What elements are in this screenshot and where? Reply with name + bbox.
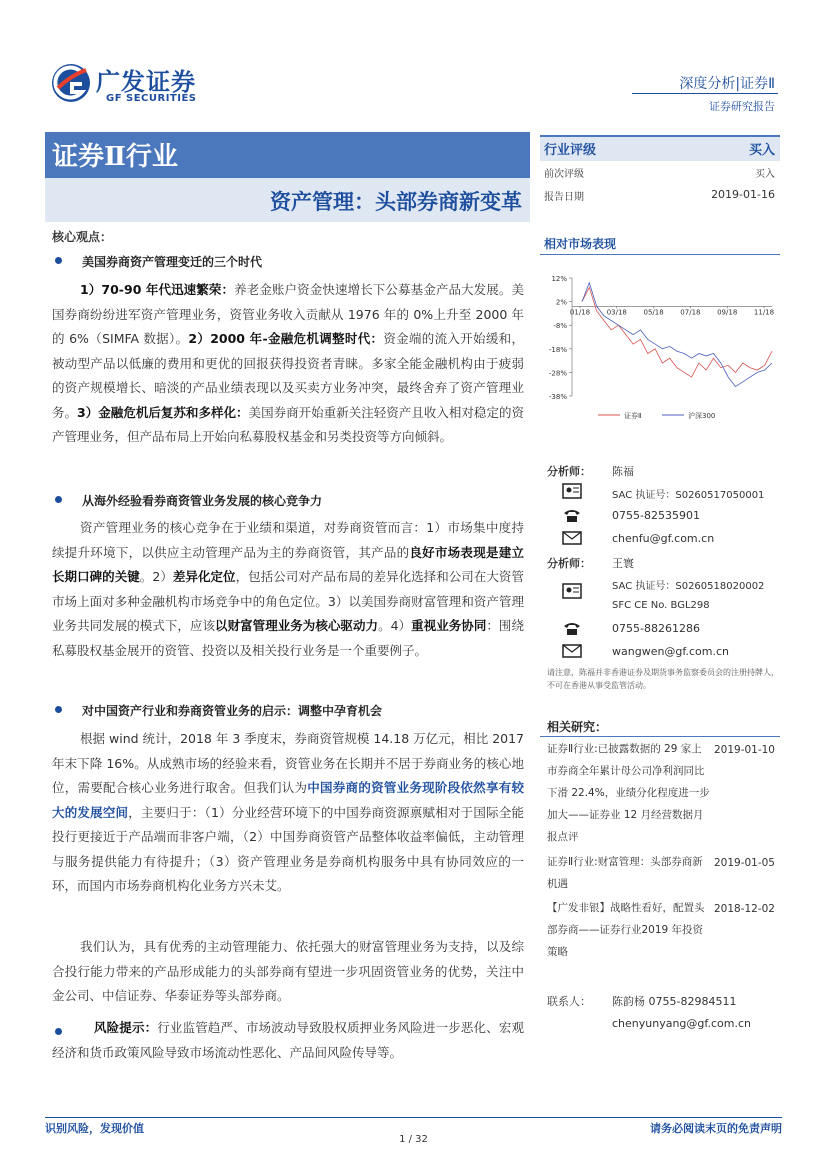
bullet-icon: [55, 496, 62, 503]
analyst2-sac: SAC 执证号：S0260518020002: [612, 581, 765, 592]
risk-paragraph: 风险提示：行业监管趋严、市场波动导致股权质押业务风险进一步恶化、宏观经济和货币政策风险导致市场流动性恶化、产品间风险传导等。: [52, 1020, 524, 1060]
analyst2-sfc: SFC CE No. BGL298: [612, 600, 710, 611]
y-tick-label: -38%: [548, 393, 567, 401]
footer-slogan: 识别风险，发现价值: [45, 1122, 144, 1135]
page-number: 1 / 32: [399, 1134, 428, 1145]
header-divider: [632, 93, 778, 94]
legend-label: 沪深300: [688, 412, 716, 420]
legend-label: 证券Ⅱ: [624, 412, 642, 420]
section2-paragraph: 资产管理业务的核心竞争在于业绩和渠道，对券商资管而言：1）市场集中度持续提升环境下，以供应主动管理产品为主的券商资管，其产品的良好市场表现是建立长期口碑的关键。2）差异化定位，包括公司对产品布局的差异化选择和公司在大资管市场上面对多种金融机构市场竞争中的角色定位。3）以美国券商财富管理和资产管理业务共同发展的模式下，应该以财富管理业务为核心驱动力。4）重视业务协同：围绕私募股权基金展开的资管、投资以及相关投行业务是一个重要例子。: [52, 520, 524, 658]
y-tick-label: 2%: [555, 298, 567, 307]
email-icon: [562, 643, 582, 659]
phone-icon: [562, 507, 582, 523]
footer-divider: [45, 1117, 782, 1118]
analyst1-name: 陈福: [612, 465, 634, 478]
analyst1-phone: 0755-82535901: [612, 509, 700, 522]
analyst1-email[interactable]: chenfu@gf.com.cn: [612, 532, 715, 545]
rating-label: 行业评级: [544, 143, 597, 158]
series-line: [582, 283, 775, 387]
related-item-3[interactable]: 【广发非银】战略性看好，配置头部券商——证券行业2019 年投资策略: [547, 902, 705, 958]
gf-logo-icon: [50, 62, 92, 104]
related-item-2[interactable]: 证券Ⅱ行业:财富管理：头部券商新机遇: [547, 856, 703, 890]
x-tick-label: 01/18: [569, 308, 591, 317]
x-tick-label: 03/18: [606, 308, 627, 317]
related-item-1[interactable]: 证券Ⅱ行业:已披露数据的 29 家上市券商全年累计母公司净利润同比下滑 22.4%，业绩分化程度进一步加大——证券业 12 月经营数据月报点评: [547, 743, 710, 843]
analyst2-name: 王寰: [612, 557, 634, 570]
id-card-icon: [562, 583, 582, 599]
contact-email[interactable]: chenyunyang@gf.com.cn: [612, 1017, 751, 1030]
section1-heading: 美国券商资产管理变迁的三个时代: [82, 255, 263, 269]
rating-value: 买入: [748, 143, 775, 158]
series-line: [582, 287, 775, 377]
x-tick-label: 05/18: [643, 308, 664, 317]
analyst2-label: 分析师：: [547, 557, 591, 570]
prev-rating-value: 买入: [755, 169, 775, 180]
report-date-value: 2019-01-16: [711, 188, 775, 201]
market-heading: 相对市场表现: [544, 237, 617, 251]
related-date-2: 2019-01-05: [713, 857, 775, 869]
footer-disclaimer[interactable]: 请务必阅读末页的免责声明: [650, 1122, 782, 1135]
section-divider: [540, 254, 780, 255]
section3-heading: 对中国资产行业和券商资管业务的启示：调整中孕育机会: [82, 704, 383, 718]
report-type: 深度分析|证券Ⅱ: [679, 76, 775, 92]
x-tick-label: 07/18: [680, 308, 701, 317]
key-points-title: 核心观点：: [52, 230, 113, 244]
y-tick-label: -28%: [548, 369, 567, 378]
relative-performance-chart: [540, 268, 780, 428]
x-tick-label: 11/18: [753, 308, 775, 317]
phone-icon: [562, 620, 582, 636]
bullet-icon: [55, 706, 62, 713]
y-tick-label: -18%: [548, 345, 567, 354]
x-tick-label: 09/18: [717, 308, 738, 317]
analyst2-phone: 0755-88261286: [612, 622, 700, 635]
report-date-label: 报告日期: [544, 192, 584, 203]
y-tick-label: -8%: [553, 322, 567, 331]
related-date-3: 2018-12-02: [713, 903, 775, 915]
email-icon: [562, 530, 582, 546]
prev-rating-label: 前次评级: [544, 169, 584, 180]
industry-title: 证券Ⅱ行业: [52, 142, 178, 172]
section2-heading: 从海外经验看券商资管业务发展的核心竞争力: [82, 494, 323, 508]
contact-name: 陈韵杨 0755-82984511: [612, 995, 737, 1008]
section-divider: [540, 736, 780, 737]
analyst-note: 请注意，陈福并非香港证券及期货事务监察委员会的注册持牌人，不可在香港从事受监管活动。: [547, 668, 779, 690]
related-date-1: 2019-01-10: [713, 744, 775, 756]
analyst1-sac: SAC 执证号：S0260517050001: [612, 490, 765, 501]
id-card-icon: [562, 483, 582, 499]
analyst1-label: 分析师：: [547, 465, 591, 478]
section1-paragraph: 1）70-90 年代迅速繁荣：养老金账户资金快速增长下公募基金产品大发展。美国券商纷纷进军资产管理业务，资管业务收入贡献从 1976 年的 0%上升至 2000 年的 6%（SIMFA 数据）。2）2000 年-金融危机调整时代：资金端的流入开始缓和，被动型产品以低廉的费用和更优的回报获得投资者青睐。多家全能金融机构由于疲弱的资产规模增长、暗淡的产品业绩表现以及买卖方业务冲突，最终舍弃了资产管理业务。3）金融危机后复苏和多样化：美国券商开始重新关注轻资产且收入相对稳定的资产管理业务，但产品布局上开始向私募股权基金和另类投资等方向倾斜。: [52, 282, 524, 444]
analyst2-email[interactable]: wangwen@gf.com.cn: [612, 645, 729, 658]
section3-paragraph: 根据 wind 统计，2018 年 3 季度末，券商资管规模 14.18 万亿元，相比 2017 年末下降 16%。从成熟市场的经验来看，资管业务在长期并不居于券商业务的核心地位，需要配合核心业务进行取舍。但我们认为中国券商的资管业务现阶段依然享有较大的发展空间，主要归于：（1）分业经营环境下的中国券商资源禀赋相对于国际全能投行更接近于产品端而非客户端，（2）中国券商资管产品整体收益率偏低，主动管理与服务提供能力有待提升；（3）资产管理业务是券商机构服务中具有协同效应的一环，而国内市场券商机构化业务方兴未艾。: [52, 731, 524, 893]
contact-label: 联系人：: [547, 995, 591, 1008]
report-subtitle: 证券研究报告: [709, 100, 775, 113]
logo-text: 广发证券: [96, 68, 196, 96]
bullet-icon: [55, 257, 62, 264]
related-heading: 相关研究：: [547, 720, 608, 734]
report-title: 资产管理：头部券商新变革: [270, 189, 522, 214]
y-tick-label: 12%: [551, 275, 567, 283]
logo-english: GF SECURITIES: [106, 93, 197, 104]
conclusion-paragraph: 我们认为，具有优秀的主动管理能力、依托强大的财富管理业务为支持，以及综合投行能力带来的产品形成能力的头部券商有望进一步巩固资管业务的优势，关注中金公司、中信证券、华泰证券等头部券商。: [52, 939, 524, 1003]
